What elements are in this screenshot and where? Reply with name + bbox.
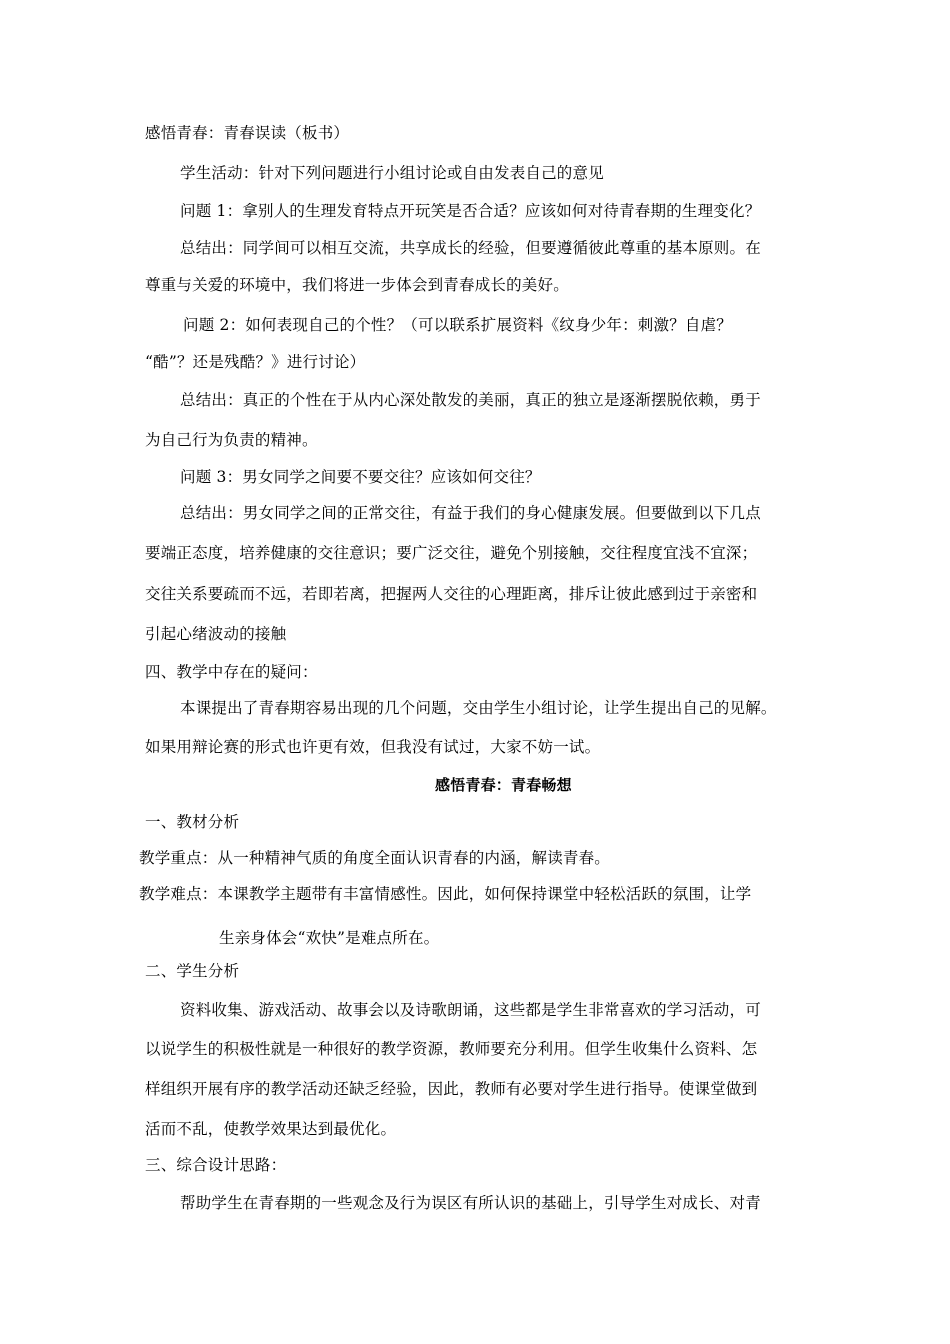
student-activity-line: 学生活动：针对下列问题进行小组讨论或自由发表自己的意见	[180, 164, 604, 182]
section-one-heading: 一、教材分析	[145, 813, 240, 831]
question-1-line: 问题 1：拿别人的生理发育特点开玩笑是否合适？应该如何对待青春期的生理变化？	[180, 202, 761, 220]
question-3-line: 问题 3：男女同学之间要不要交往？应该如何交往？	[180, 468, 541, 486]
summary-3-line-4: 引起心绪波动的接触	[145, 625, 287, 643]
student-analysis-line-3: 样组织开展有序的教学活动还缺乏经验，因此，教师有必要对学生进行指导。使课堂做到	[145, 1080, 758, 1098]
teaching-difficulty-line-2: 生亲身体会“欢快”是难点所在。	[219, 929, 440, 947]
summary-1-line-2: 尊重与关爱的环境中，我们将进一步体会到青春成长的美好。	[145, 276, 569, 294]
lesson-title: 感悟青春：青春畅想	[435, 776, 572, 794]
student-analysis-line-2: 以说学生的积极性就是一种很好的教学资源，教师要充分利用。但学生收集什么资料、怎	[145, 1040, 758, 1058]
summary-2-line-1: 总结出：真正的个性在于从内心深处散发的美丽，真正的独立是逐渐摆脱依赖，勇于	[180, 391, 761, 409]
teaching-focus-line: 教学重点：从一种精神气质的角度全面认识青春的内涵，解读青春。	[139, 849, 611, 867]
section-four-heading: 四、教学中存在的疑问：	[145, 663, 318, 681]
summary-3-line-2: 要端正态度，培养健康的交往意识；要广泛交往，避免个别接触，交往程度宜浅不宜深；	[145, 544, 758, 562]
section-heading-misreading: 感悟青春：青春误读（板书）	[145, 124, 350, 142]
summary-3-line-3: 交往关系要疏而不远，若即若离，把握两人交往的心理距离，排斥让彼此感到过于亲密和	[145, 585, 758, 603]
summary-1-line-1: 总结出：同学间可以相互交流，共享成长的经验，但要遵循彼此尊重的基本原则。在	[180, 239, 761, 257]
summary-2-line-2: 为自己行为负责的精神。	[145, 431, 318, 449]
question-2-line-2: “酷”？还是残酷？》进行讨论）	[145, 353, 366, 371]
section-three-heading: 三、综合设计思路：	[145, 1156, 287, 1174]
doubts-paragraph-line-1: 本课提出了青春期容易出现的几个问题，交由学生小组讨论，让学生提出自己的见解。	[180, 699, 777, 717]
design-idea-line-1: 帮助学生在青春期的一些观念及行为误区有所认识的基础上，引导学生对成长、对青	[180, 1194, 761, 1212]
question-2-line-1: 问题 2：如何表现自己的个性？（可以联系扩展资料《纹身少年：刺激？自虐？	[183, 316, 732, 334]
teaching-difficulty-line-1: 教学难点：本课教学主题带有丰富情感性。因此，如何保持课堂中轻松活跃的氛围，让学	[139, 885, 752, 903]
doubts-paragraph-line-2: 如果用辩论赛的形式也许更有效，但我没有试过，大家不妨一试。	[145, 738, 601, 756]
section-two-heading: 二、学生分析	[145, 962, 240, 980]
student-analysis-line-1: 资料收集、游戏活动、故事会以及诗歌朗诵，这些都是学生非常喜欢的学习活动，可	[180, 1001, 761, 1019]
summary-3-line-1: 总结出：男女同学之间的正常交往，有益于我们的身心健康发展。但要做到以下几点	[180, 504, 761, 522]
student-analysis-line-4: 活而不乱，使教学效果达到最优化。	[145, 1120, 397, 1138]
